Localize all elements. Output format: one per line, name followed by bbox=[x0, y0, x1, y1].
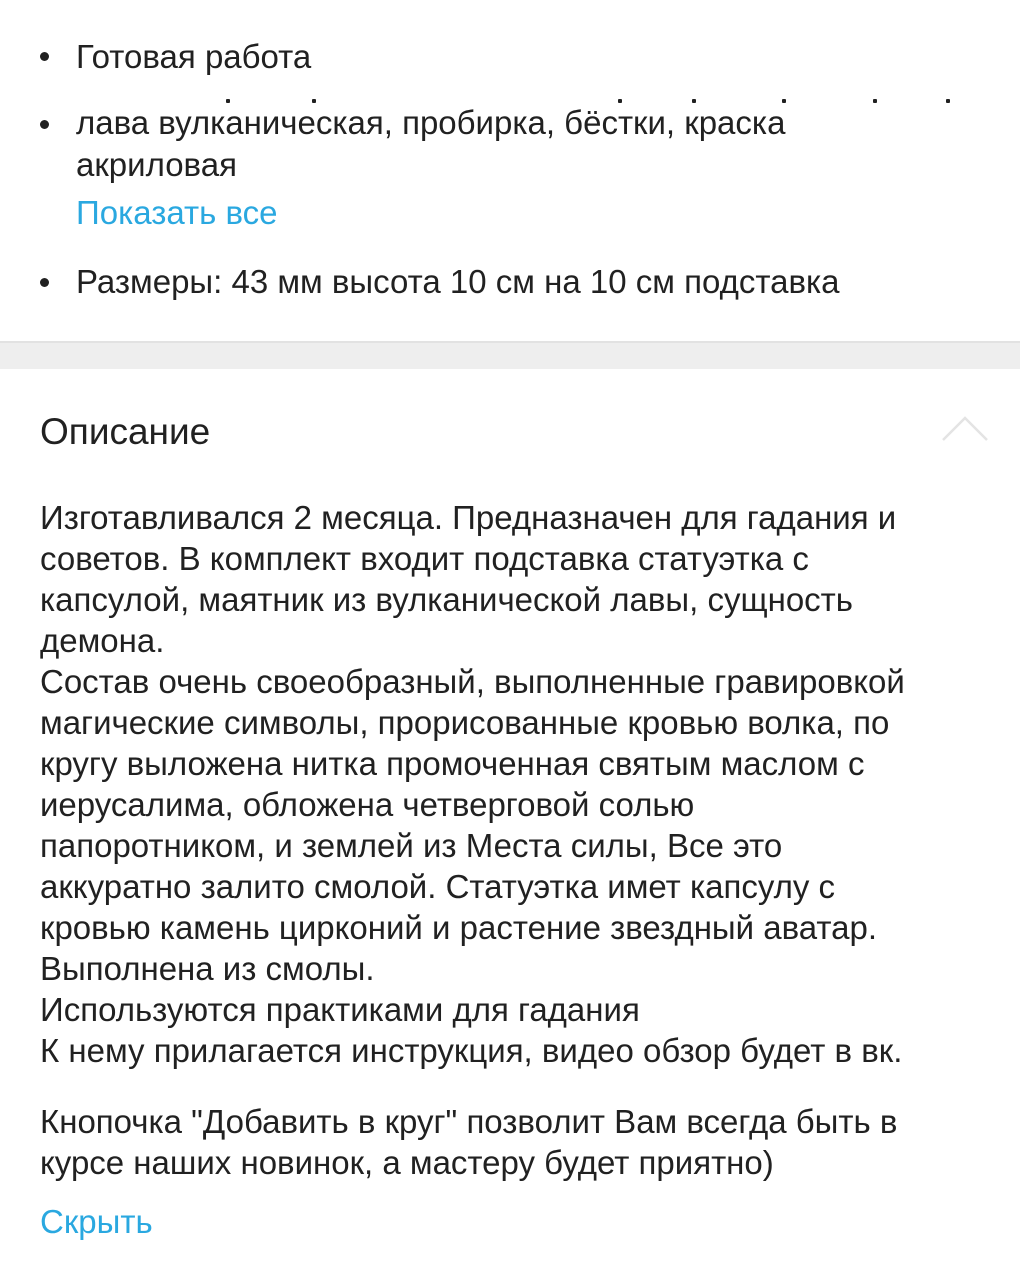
description-line: Кнопочка "Добавить в круг" позволит Вам всегда быть в bbox=[40, 1103, 898, 1140]
description-line: кругу выложена нитка промоченная святым маслом с bbox=[40, 745, 865, 782]
description-line: Состав очень своеобразный, выполненные гравировкой bbox=[40, 663, 905, 700]
description-line: К нему прилагается инструкция, видео обзор будет в вк. bbox=[40, 1032, 903, 1069]
hide-description-link[interactable]: Скрыть bbox=[40, 1203, 153, 1240]
description-title: Описание bbox=[40, 411, 211, 452]
description-text bbox=[40, 497, 1000, 1183]
bullet-icon bbox=[40, 52, 49, 61]
bullet-icon bbox=[40, 120, 49, 129]
detail-item-text: Размеры: 43 мм высота 10 см на 10 см подставка bbox=[76, 263, 840, 300]
description-line: иерусалима, обложена четверговой солью bbox=[40, 786, 695, 823]
detail-item-text-line-1: лава вулканическая, пробирка, бёстки, краска bbox=[76, 104, 786, 141]
description-line: Выполнена из смолы. bbox=[40, 950, 375, 987]
description-line: советов. В комплект входит подставка статуэтка с bbox=[40, 540, 809, 577]
description-line: Используются практиками для гадания bbox=[40, 991, 640, 1028]
bullet-icon bbox=[40, 278, 49, 287]
chevron-up-icon[interactable] bbox=[940, 413, 990, 443]
description-line: папоротником, и землей из Места силы, Все это bbox=[40, 827, 783, 864]
detail-item-text-line-2: акриловая bbox=[76, 146, 237, 183]
description-line: кровью камень цирконий и растение звездный аватар. bbox=[40, 909, 878, 946]
detail-item-text: Готовая работа bbox=[76, 38, 312, 75]
paragraph-gap bbox=[40, 1071, 1000, 1101]
description-line: демона. bbox=[40, 622, 165, 659]
description-line: магические символы, прорисованные кровью волка, по bbox=[40, 704, 890, 741]
description-line: Изготавливался 2 месяца. Предназначен для гадания и bbox=[40, 499, 897, 536]
description-section bbox=[0, 369, 1020, 1280]
description-line: аккуратно залито смолой. Статуэтка имет капсулу с bbox=[40, 868, 836, 905]
description-line: курсе наших новинок, а мастеру будет приятно) bbox=[40, 1144, 774, 1181]
show-all-link[interactable]: Показать все bbox=[76, 194, 278, 231]
section-divider bbox=[0, 341, 1020, 369]
product-details-section bbox=[0, 0, 1020, 341]
description-line: капсулой, маятник из вулканической лавы, сущность bbox=[40, 581, 853, 618]
